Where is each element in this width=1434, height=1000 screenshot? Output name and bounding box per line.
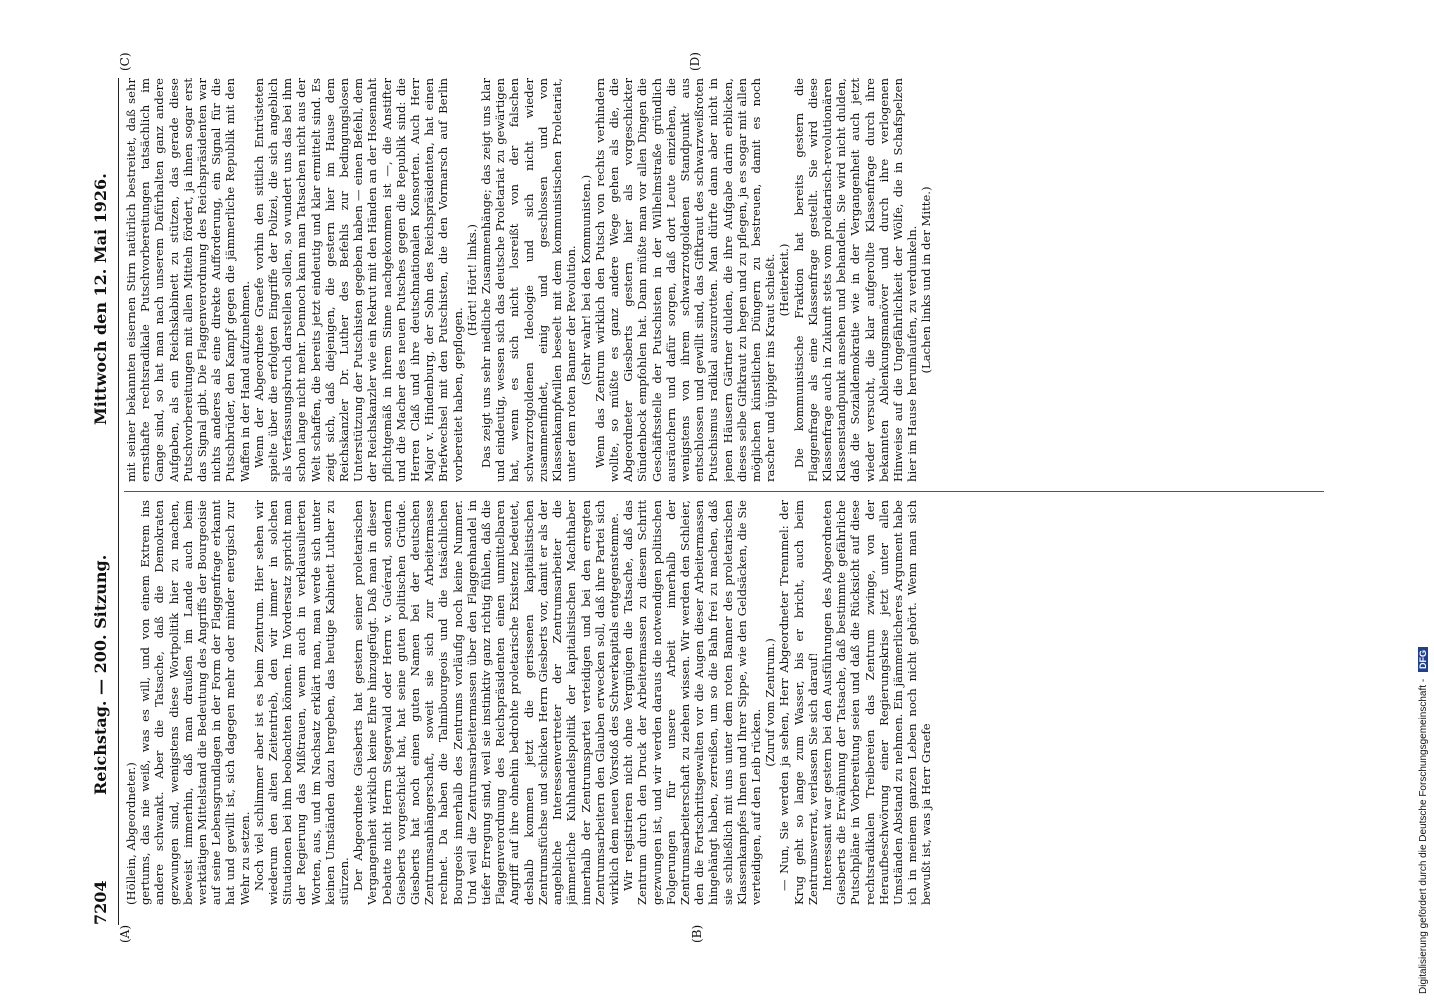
left-paragraph: gertums, das nie weiß, was es will, und von einem Extrem ins andere schwankt. Aber die Tatsache, daß die Demokraten gezwungen sind, wenigstens diese Wortpolitik hier zu machen, beweist immerhin, daß man draußen im Lande auch beim werktätigen Mittelstand die Bedeutung des Angriffs der Bourgeoisie auf seine Lebensgrundlagen in der Form der Flaggenfrage erkannt hat und gewillt ist, sich dagegen mehr oder minder energisch zur Wehr zu setzen. [138, 500, 252, 905]
margin-letter-d: (D) [688, 52, 702, 71]
right-paragraph: Das zeigt uns sehr niedliche Zusammenhänge; das zeigt uns klar und eindeutig, wessen sich das deutsche Proletariat zu gewärtigen hat, wenn es sich nicht losreißt von der falschen schwarzrotgoldenen Ideologie und sich nicht wieder zusammenfindet, einig und geschlossen und von Klassenkampfwillen beseelt mit dem kommunistischen Proletariat, unter dem roten Banner der Revolution. [479, 78, 579, 482]
header-rule [118, 78, 119, 925]
page-number: 7204 [91, 880, 110, 925]
margin-letter-c: (C) [118, 52, 132, 71]
right-paragraph: Wenn das Zentrum wirklich den Putsch von rechts verhindern wollte, so müßte es ganz andere Wege gehen als die, die Abgeordneter Giesberts gestern hier als vorgeschickter Sündenbock empfohlen hat. Dann müßte man vor allen Dingen die Geschäftsstelle der Putschisten in der Wilhelmstraße gründlich ausräuchern und dafür sorgen, daß dort Leute einziehen, die wenigstens von ihrem schwarzrotgoldenen Standpunkt aus entschlossen und gewillt sind, das Giftkraut des schwarzweißroten Putschismus radikal auszurotten. Man dürfte dann aber nicht in jenen Häusern Gärtner dulden, die ihre Aufgabe darin erblicken, dieses selbe Giftkraut zu hegen und zu pflegen, ja es sogar mit allen möglichen künstlichen Düngern zu bestreuen, damit es noch rascher und üppiger ins Kraut schießt. [592, 78, 778, 482]
column-separator [124, 491, 1324, 492]
left-paragraph: Noch viel schlimmer aber ist es beim Zentrum. Hier sehen wir wiederum den alten Zeitentrieb, den wir immer in solchen Situationen bei ihm beobachten können. Im Vordersatz spricht man der Regierung das Mißtrauen, wenn auch in verklausulierten Worten, aus, und im Nachsatz erklärt man, man werde sich unter keinen Umständen dazu hergeben, das heutige Kabinett Luther zu stürzen. [251, 500, 352, 905]
left-paragraph: Wir registrieren nicht ohne Vergnügen die Tatsache, daß das Zentrum durch den Druck der Arbeitermassen zu diesem Schritt gezwungen ist, und wir werden daraus die notwendigen politischen Folgerungen für unsere Arbeit innerhalb der Zentrumsarbeiterschaft zu ziehen wissen. Wir werden den Schleier, den die Fortschrittsgewalten vor die Augen dieser Arbeitermassen hingehängt haben, zerreißen, um so die Bahn frei zu machen, daß sie schließlich mit uns unter dem roten Banner des proletarischen Klassenkampfes Ihnen und Ihrer Sippe, wie den Geldsäcken, die Sie verteidigen, auf den Leib rücken. [621, 500, 763, 905]
right-paragraph: mit seiner bekannten eisernen Stirn natürlich bestreitet, daß sehr ernsthafte rechtsradikale Putschvorbereitungen tatsächlich im Gange sind, so hat man nach unserem Dafürhalten ganz andere Aufgaben, als ein Reichskabinett zu stützen, das gerade diese Putschvorbereitungen mit allen Mitteln fördert, ja ihnen sogar erst das Signal gibt. Die Flaggenverordnung des Reichspräsidenten war nichts anderes als eine direkte Aufforderung, ein Signal für die Putschbrüder, den Kampf gegen die jämmerliche Republik mit den Waffen in der Hand aufzunehmen. [124, 78, 252, 482]
dfg-logo: DFG [1418, 647, 1428, 672]
scanned-page [88, 52, 1333, 943]
interjection: (Zuruf vom Zentrum.) [763, 638, 778, 767]
margin-letter-a: (A) [118, 924, 132, 943]
speaker-intro: (Höllein, Abgeordneter.) [124, 762, 138, 905]
right-paragraph: Die kommunistische Fraktion hat bereits gestern die Flaggenfrage als eine Klassenfrage gestellt. Sie wird diese Klassenfrage auch in Zukunft stets vom proletarisch-revolutionären Klassenstandpunkt ansehen und behandeln. Sie wird nicht dulden, daß die Sozialdemokratie wie in der Vergangenheit auch jetzt wieder versucht, die klar aufgerollte Klassenfrage durch ihre bekannten Ablenkungsmanöver und durch ihre verlogenen Hinweise auf die Ungefährlichkeit der Wölfe, die in Schafspelzen hier im Hause herumlaufen, zu verdunkeln. [791, 78, 920, 482]
digitization-note [1418, 0, 1429, 1000]
interjection: (Heiterkeit.) [777, 243, 792, 317]
interjection: (Lachen links und in der Mitte.) [919, 186, 934, 374]
digitization-text: Digitalisierung gefördert durch die Deutsche Forschungsgemeinschaft - [1418, 678, 1429, 994]
margin-letter-b: (B) [690, 924, 704, 943]
page-header-title: Reichstag. — 200. Sitzung. [91, 554, 110, 795]
page-header [88, 78, 118, 925]
interjection: (Sehr wahr! bei den Kommunisten.) [578, 174, 593, 386]
right-paragraph: Wenn der Abgeordnete Graefe vorhin den sittlich Entrüsteten spielte über die erfolgten Eingriffe der Polizei, die sich angeblich als Verfassungsbruch darstellen sollen, so wundert uns das bei ihm schon lange nicht mehr. Dennoch kann man Tatsachen nicht aus der Welt schaffen, die bereits jetzt eindeutig und klar ermittelt sind. Es zeigt sich, daß diejenigen, die gestern hier im Hause dem Reichskanzler Dr. Luther des Befehls zur bedingungslosen Unterstützung der Putschisten gegeben haben — einen Befehl, dem der Reichskanzler wie ein Rekrut mit den Händen an der Hosennaht pflichtgemäß in ihrem Sinne nachgekommen ist —, die Anstifter und die Macher des neuen Putsches gegen die Republik sind: die Herren Claß und ihre deutschnationalen Konsorten. Auch Herr Major v. Hindenburg, der Sohn des Reichspräsidenten, hat einen Briefwechsel mit den Putschisten, die den Vormarsch auf Berlin vorbereitet haben, gepflogen. [251, 78, 465, 482]
left-text-column [124, 500, 1329, 905]
left-paragraph: — Nun, Sie werden ja sehen, Herr Abgeordneter Trennmel: der Krug geht so lange zum Wasser, bis er bricht, auch beim Zentrumsverrat, verlassen Sie sich darauf! [777, 500, 820, 905]
page-header-date: Mittwoch den 12. Mai 1926. [91, 173, 110, 425]
left-paragraph: Der Abgeordnete Giesberts hat gestern seiner proletarischen Vergangenheit wirklich keine Ehre hinzugefügt. Daß man in dieser Debatte nicht Herrn Stegerwald oder Herrn v. Guérard, sondern Giesberts vorgeschickt hat, hat seine guten politischen Gründe. Giesberts hat noch einen guten Namen bei der deutschen Zentrumsanhängerschaft, soweit sie sich zur Arbeitermasse rechnet. Da haben die Talmibourgeois und die tatsächlichen Bourgeois innerhalb des Zentrums vorläufig noch keine Nummer. Und weil die Zentrumsarbeitermassen über den Flaggenhandel in tiefer Erregung sind, weil sie instinktiv ganz richtig fühlen, daß die Flaggenverordnung des Reichspräsidenten einen unmittelbaren Angriff auf ihre ohnehin bedrohte proletarische Existenz bedeutet, deshalb kommen jetzt die gerissenen kapitalistischen Zentrumsfüchse und schicken Herrn Giesberts vor, damit er als der angebliche Interessenvertreter der Zentrumsarbeiter die jämmerliche Kuhhandelspolitik der kapitalistischen Machthaber innerhalb der Zentrumspartei verteidigen und bei den erregten Zentrumsarbeitern den Glauben erwecken soll, daß ihre Partei sich wirklich dem neuen Vorstoß des Schwerkapitals entgegenstemme. [351, 500, 621, 905]
right-text-column [124, 78, 1329, 482]
interjection: (Hört! Hört! links.) [464, 224, 479, 336]
left-paragraph: Interessant war gestern bei den Ausführungen des Abgeordneten Giesberts die Erwähnung der Tatsache, daß bestimmte gefährliche Putschpläne in Vorbereitung seien und daß die Rücksicht auf diese rechtsradikalen Treibereien das Zentrum zwinge, von der Heraufbeschwörung einer Regierungskrise jetzt unter allen Umständen Abstand zu nehmen. Ein jämmerlicheres Argument habe ich in meinem ganzen Leben noch nicht gehört. Wenn man sich bewußt ist, was ja Herr Graefe [819, 500, 934, 905]
rotated-page-content [88, 52, 1333, 943]
